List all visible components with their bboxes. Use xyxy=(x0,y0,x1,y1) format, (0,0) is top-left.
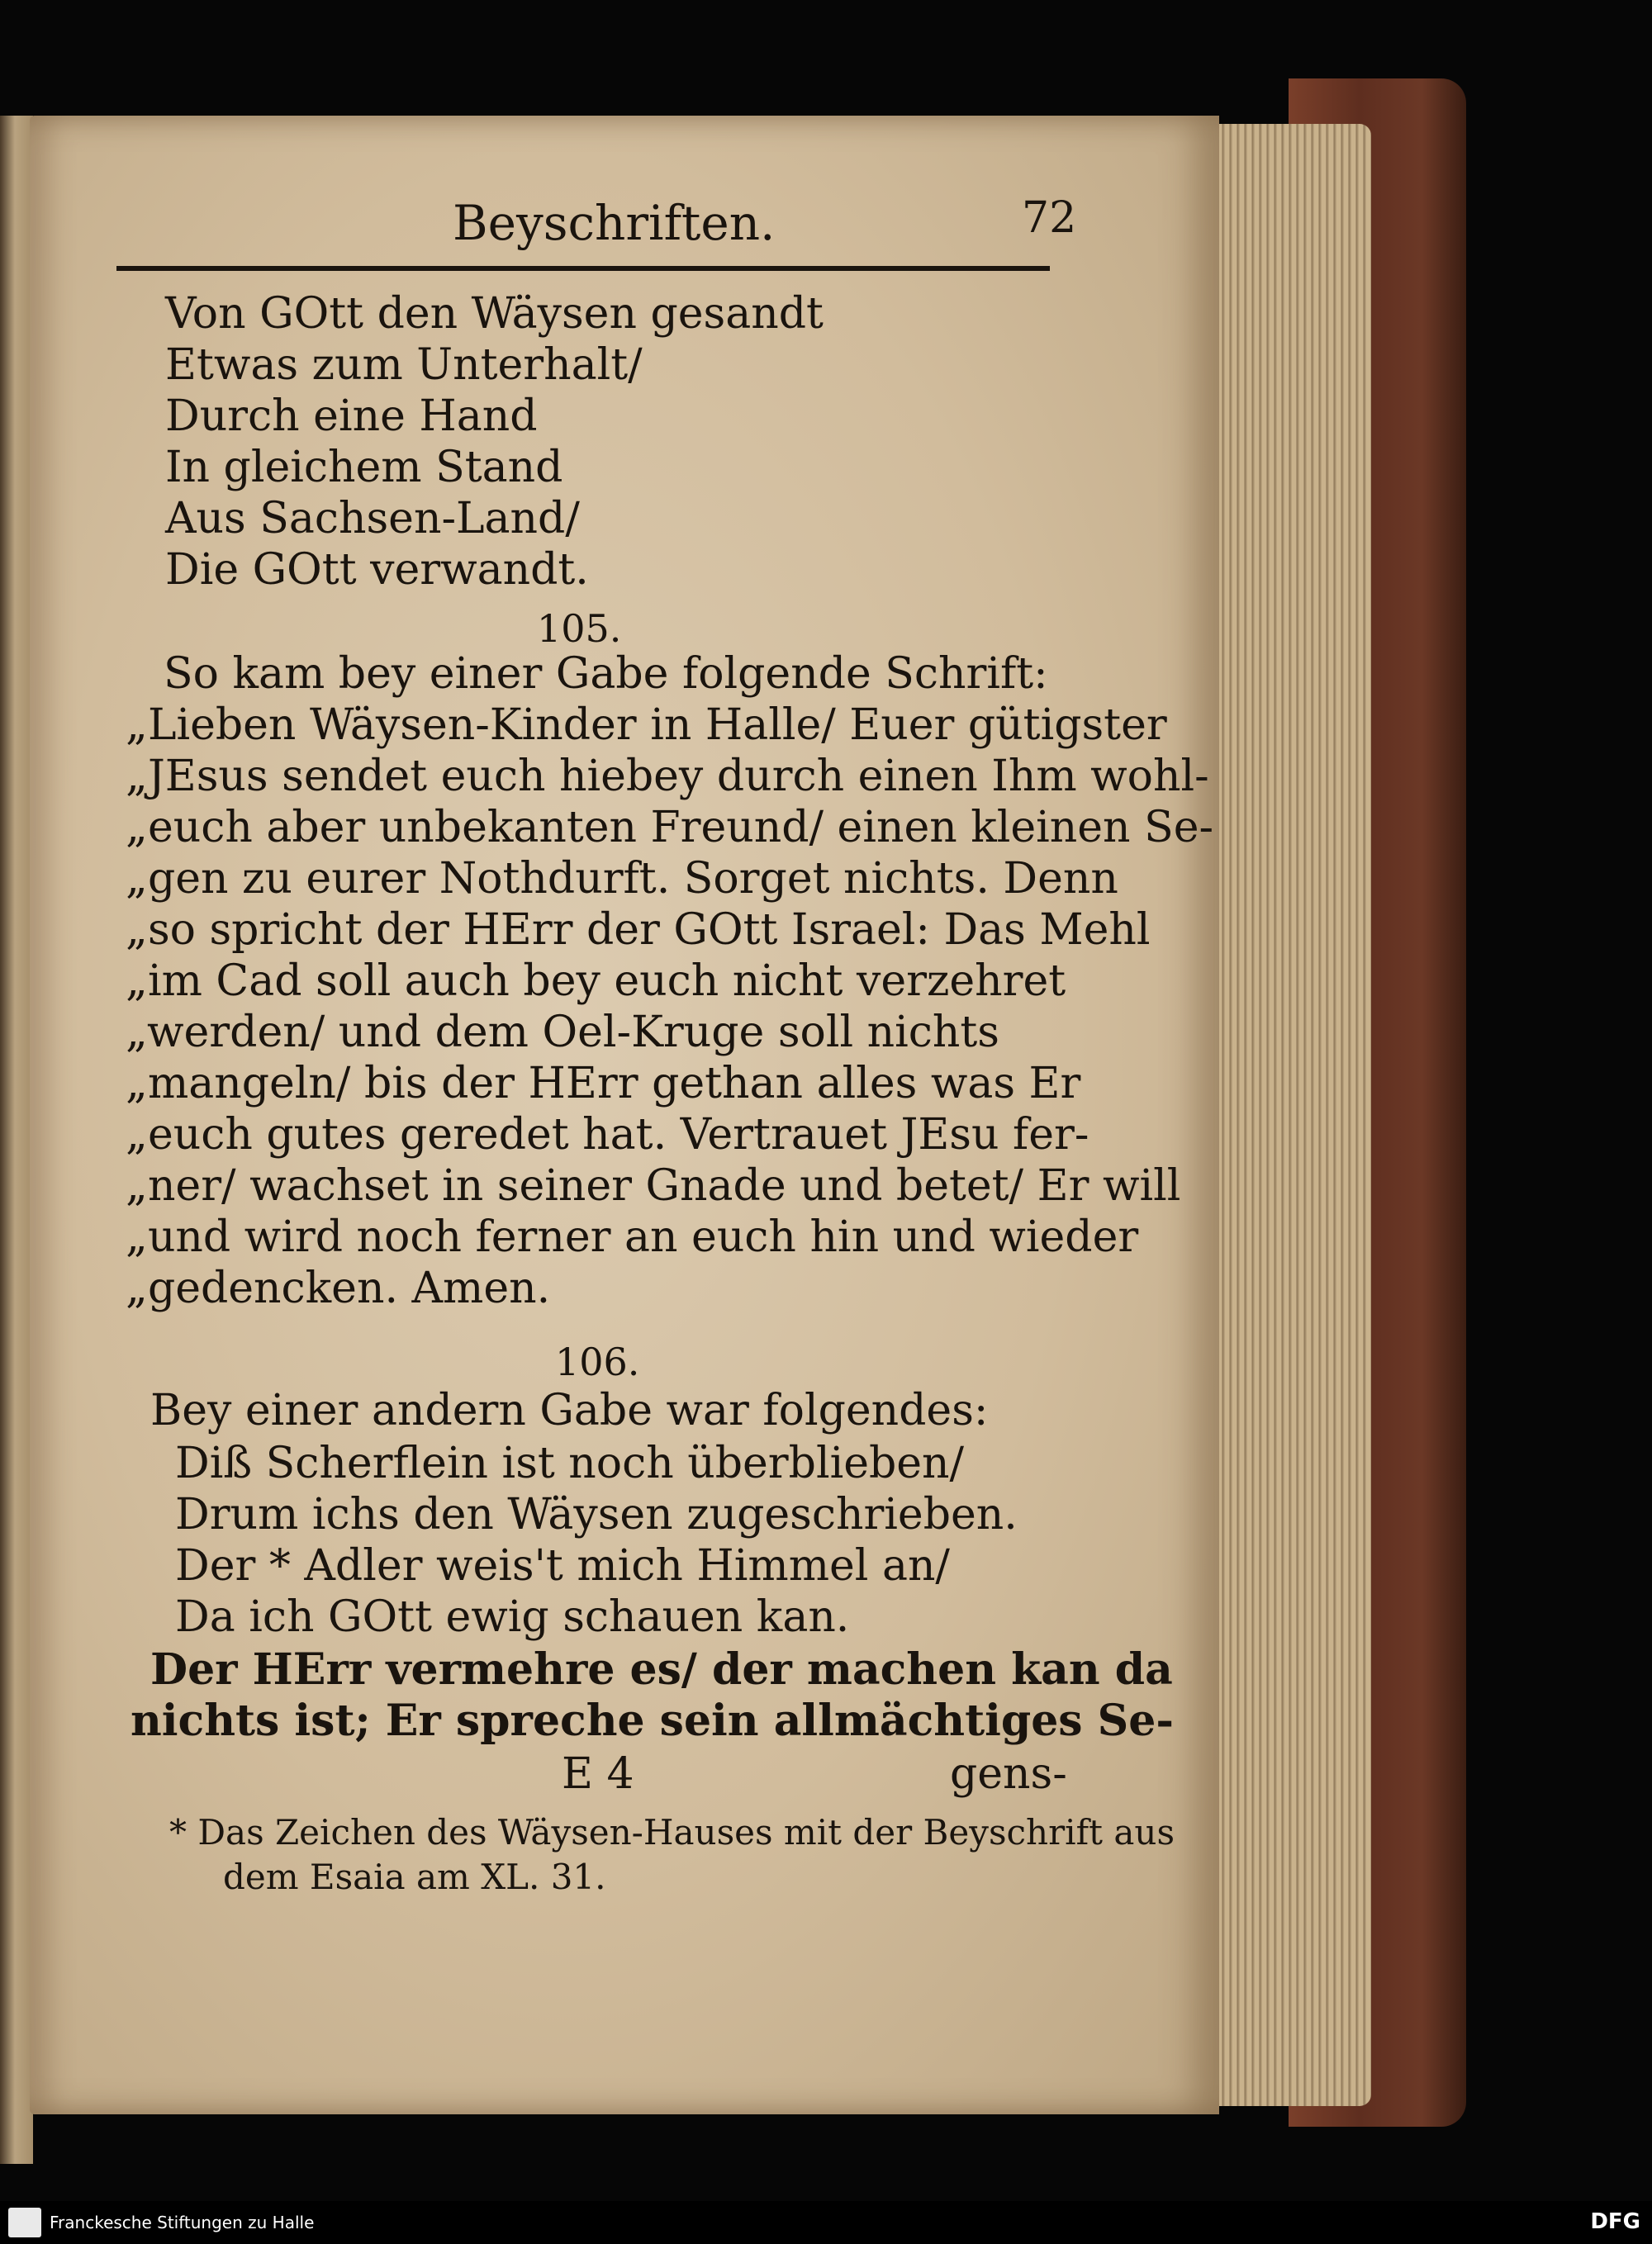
text-line: „Lieben Wäysen-Kinder in Halle/ Euer gütigster xyxy=(126,700,1167,750)
closing-line: Der HErr vermehre es/ der machen kan da xyxy=(150,1644,1173,1695)
dfg-logo: DFG xyxy=(1590,2209,1640,2234)
previous-page-edge xyxy=(0,116,33,2164)
text-line: „im Cad soll auch bey euch nicht verzehret xyxy=(126,956,1066,1006)
poem-line: Durch eine Hand xyxy=(165,391,538,441)
text-line: „euch gutes geredet hat. Vertrauet JEsu fer- xyxy=(126,1110,1089,1160)
section-number-106: 106. xyxy=(555,1340,640,1384)
verse-line: Der * Adler weis't mich Himmel an/ xyxy=(175,1541,950,1591)
text-line: „JEsus sendet euch hiebey durch einen Ihm wohl- xyxy=(126,752,1209,801)
page-number: 72 xyxy=(1022,193,1077,243)
footnote-line: dem Esaia am XL. 31. xyxy=(223,1857,606,1897)
text-line: „gedencken. Amen. xyxy=(126,1264,551,1313)
text-line: „gen zu eurer Nothdurft. Sorget nichts. Denn xyxy=(126,854,1118,904)
poem-line: Von GOtt den Wäysen gesandt xyxy=(165,289,824,339)
text-line: „so spricht der HErr der GOtt Israel: Das Mehl xyxy=(126,905,1151,955)
text-line: „mangeln/ bis der HErr gethan alles was Er xyxy=(126,1059,1081,1108)
verse-line: Drum ichs den Wäysen zugeschrieben. xyxy=(175,1490,1018,1539)
page-edges xyxy=(1210,124,1371,2106)
catchword: gens- xyxy=(950,1749,1067,1799)
text-line: „ner/ wachset in seiner Gnade und betet/ Er will xyxy=(126,1161,1181,1211)
verse-line: Diß Scherflein ist noch überblieben/ xyxy=(175,1439,965,1488)
footnote-line: * Das Zeichen des Wäysen-Hauses mit der Beyschrift aus xyxy=(169,1812,1175,1853)
header-rule xyxy=(116,266,1050,271)
text-line: „werden/ und dem Oel-Kruge soll nichts xyxy=(126,1008,999,1057)
closing-line: nichts ist; Er spreche sein allmächtiges Se- xyxy=(131,1696,1174,1746)
footer-caption: Franckesche Stiftungen zu Halle xyxy=(50,2213,315,2232)
poem-line: Aus Sachsen-Land/ xyxy=(165,494,580,543)
text-line: „und wird noch ferner an euch hin und wieder xyxy=(126,1212,1139,1262)
verse-line: Da ich GOtt ewig schauen kan. xyxy=(175,1592,850,1642)
text-line: „euch aber unbekanten Freund/ einen kleinen Se- xyxy=(126,803,1214,852)
text-line: Bey einer andern Gabe war folgendes: xyxy=(150,1386,989,1435)
running-header: Beyschriften. xyxy=(453,195,776,251)
institution-logo-icon xyxy=(8,2208,41,2237)
text-line: So kam bey einer Gabe folgende Schrift: xyxy=(164,649,1048,699)
poem-line: Die GOtt verwandt. xyxy=(165,545,589,595)
viewer-footer-bar xyxy=(0,2201,1652,2244)
section-number-105: 105. xyxy=(537,606,622,651)
poem-line: In gleichem Stand xyxy=(165,443,563,492)
signature-mark: E 4 xyxy=(562,1749,634,1799)
poem-line: Etwas zum Unterhalt/ xyxy=(165,340,643,390)
